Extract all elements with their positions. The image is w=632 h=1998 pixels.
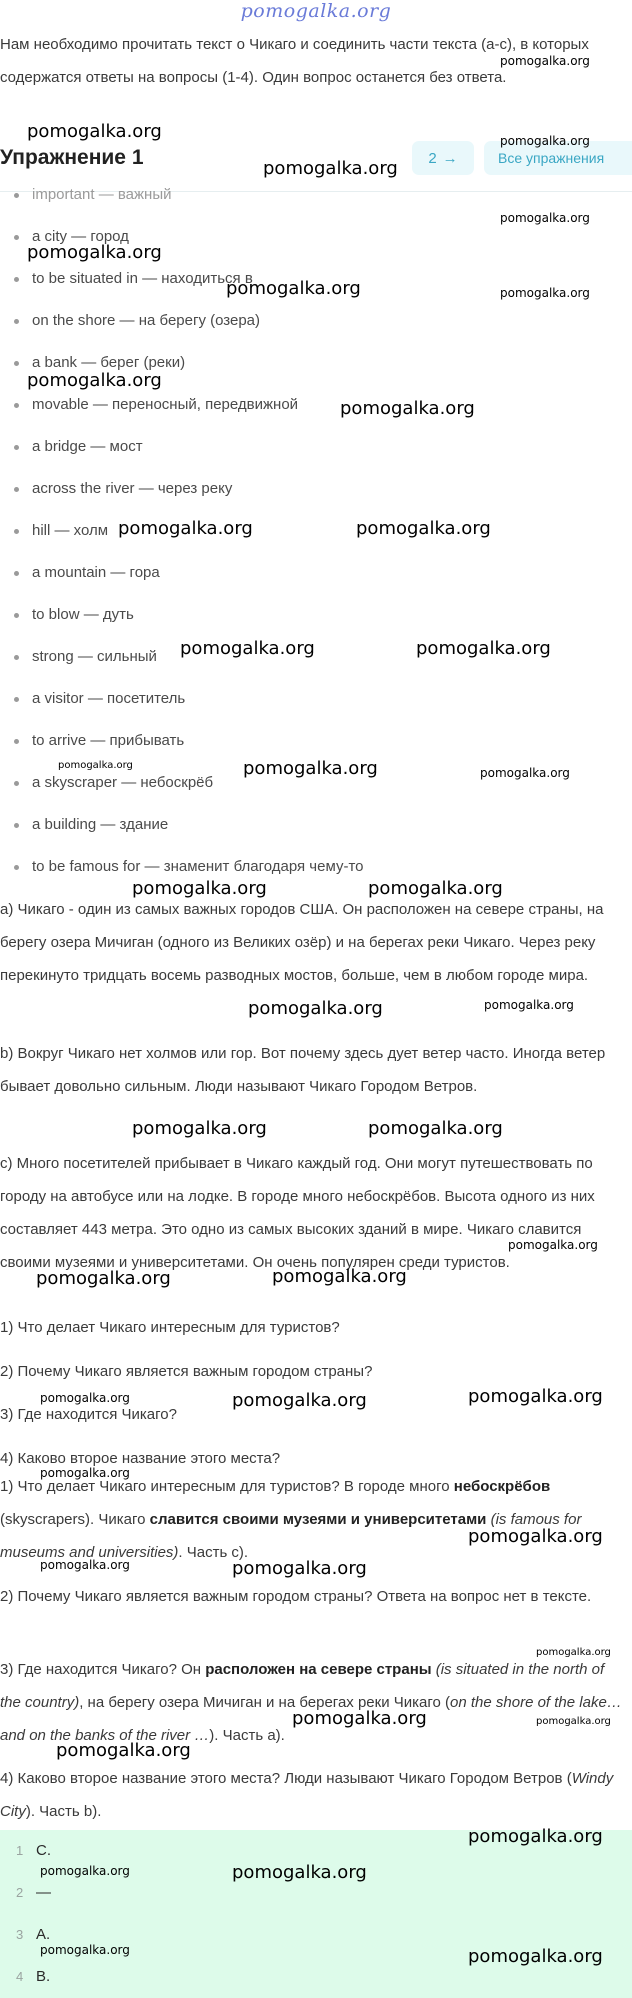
vocab-term: a building — здание <box>32 816 169 833</box>
list-item <box>0 468 632 510</box>
watermark: pomogalka.org <box>118 518 253 539</box>
watermark: pomogalka.org <box>272 1266 407 1287</box>
bullet-icon <box>14 319 19 324</box>
bullet-icon <box>14 235 19 240</box>
watermark: pomogalka.org <box>232 1390 367 1411</box>
bullet-icon <box>14 781 19 786</box>
list-item <box>0 510 632 552</box>
watermark: pomogalka.org <box>368 1118 503 1139</box>
list-item <box>0 552 632 594</box>
watermark: pomogalka.org <box>536 1647 611 1658</box>
explanation-4: 4) Каково второе название этого места? Люди называют Чикаго Городом Ветров (Windy City). Часть b). <box>0 1770 614 1820</box>
watermark: pomogalka.org <box>468 1386 603 1407</box>
list-item <box>0 300 632 342</box>
watermark: pomogalka.org <box>468 1826 603 1847</box>
row-number: 2 <box>16 1885 24 1900</box>
vocab-term: on the shore — на берегу (озера) <box>32 312 261 329</box>
vocab-term: to be famous for — знаменит благодаря чему-то <box>32 858 364 875</box>
vocab-term: to arrive — прибывать <box>32 732 185 749</box>
vocab-term: a bridge — мост <box>32 438 143 455</box>
answer-value: C. <box>36 1842 51 1859</box>
bullet-icon <box>14 487 19 492</box>
explanation-1: 1) Что делает Чикаго интересным для туристов? В городе много небоскрёбов (skyscrapers). Чикаго славится своими музеями и университетами (is famous for museums and universities). Часть c). <box>0 1478 582 1561</box>
watermark: pomogalka.org <box>536 1716 611 1727</box>
watermark: pomogalka.org <box>500 286 590 300</box>
paragraph-a: a) Чикаго - один из самых важных городов США. Он расположен на севере страны, на берегу озера Мичиган (одного из Великих озёр) и на берегах реки Чикаго. Через реку перекинуто тридцать восемь разводных мостов, больше, чем в любом городе мира. <box>0 901 604 984</box>
bullet-icon <box>14 571 19 576</box>
paragraph-b: b) Вокруг Чикаго нет холмов или гор. Вот почему здесь дует ветер часто. Иногда ветер бывает довольно сильным. Люди называют Чикаго Городом Ветров. <box>0 1045 606 1095</box>
watermark: pomogalka.org <box>232 1862 367 1883</box>
watermark: pomogalka.org <box>508 1238 598 1252</box>
watermark: pomogalka.org <box>263 158 398 179</box>
bullet-icon <box>14 865 19 870</box>
answers-table <box>0 1830 632 1998</box>
watermark: pomogalka.org <box>27 121 162 142</box>
answer-value: B. <box>36 1968 51 1985</box>
vocab-term: movable — переносный, передвижной <box>32 396 299 413</box>
bullet-icon <box>14 529 19 534</box>
vocab-term: a skyscraper — небоскрёб <box>32 774 214 791</box>
watermark: pomogalka.org <box>356 518 491 539</box>
answer-value: — <box>36 1884 51 1901</box>
vocab-term: to be situated in — находиться в <box>32 270 253 287</box>
watermark: pomogalka.org <box>27 242 162 263</box>
watermark: pomogalka.org <box>132 1118 267 1139</box>
watermark: pomogalka.org <box>416 638 551 659</box>
bullet-icon <box>14 445 19 450</box>
answer-value: A. <box>36 1926 51 1943</box>
watermark: pomogalka.org <box>480 766 570 780</box>
watermark: pomogalka.org <box>368 878 503 899</box>
watermark: pomogalka.org <box>132 878 267 899</box>
watermark: pomogalka.org <box>40 1558 130 1572</box>
vocab-term: to blow — дуть <box>32 606 134 623</box>
vocab-term: a mountain — гора <box>32 564 160 581</box>
question-2: 2) Почему Чикаго является важным городом страны? <box>0 1363 373 1380</box>
row-number: 1 <box>16 1843 24 1858</box>
exercise-title: Упражнение 1 <box>0 146 144 169</box>
watermark: pomogalka.org <box>468 1946 603 1967</box>
bullet-icon <box>14 739 19 744</box>
bullet-icon <box>14 193 19 198</box>
vocab-term: important — важный <box>32 186 172 203</box>
watermark: pomogalka.org <box>180 638 315 659</box>
bullet-icon <box>14 277 19 282</box>
watermark: pomogalka.org <box>248 998 383 1019</box>
list-item <box>0 426 632 468</box>
question-4: 4) Каково второе название этого места? <box>0 1450 281 1467</box>
list-item <box>0 594 632 636</box>
watermark: pomogalka.org <box>243 758 378 779</box>
question-1: 1) Что делает Чикаго интересным для туристов? <box>0 1319 340 1336</box>
vocab-term: strong — сильный <box>32 648 157 665</box>
vocab-term: a visitor — посетитель <box>32 690 186 707</box>
watermark: pomogalka.org <box>232 1558 367 1579</box>
site-logo[interactable]: pomogalka.org <box>240 0 392 22</box>
watermark: pomogalka.org <box>40 1864 130 1878</box>
next-exercise-button[interactable] <box>412 141 474 175</box>
bullet-icon <box>14 823 19 828</box>
bullet-icon <box>14 613 19 618</box>
watermark: pomogalka.org <box>40 1943 130 1957</box>
list-item <box>0 846 632 888</box>
list-item <box>0 174 632 216</box>
watermark: pomogalka.org <box>36 1268 171 1289</box>
bullet-icon <box>14 697 19 702</box>
watermark: pomogalka.org <box>40 1466 130 1480</box>
watermark: pomogalka.org <box>484 998 574 1012</box>
bullet-icon <box>14 655 19 660</box>
vocab-term: hill — холм <box>32 522 109 539</box>
explanation-3: 3) Где находится Чикаго? Он расположен на севере страны (is situated in the north of the country), на берегу озера Мичиган и на берегах реки Чикаго (on the shore of the lake… and on the banks of the river …). Часть a). <box>0 1661 622 1744</box>
bullet-icon <box>14 361 19 366</box>
watermark: pomogalka.org <box>500 211 590 225</box>
next-exercise-label: 2 <box>428 149 437 167</box>
watermark: pomogalka.org <box>468 1526 603 1547</box>
list-item <box>0 678 632 720</box>
vocab-term: across the river — через реку <box>32 480 233 497</box>
watermark: pomogalka.org <box>40 1391 130 1405</box>
task-intro: Нам необходимо прочитать текст о Чикаго и соединить части текста (a-c), в которых содержатся ответы на вопросы (1-4). Один вопрос останется без ответа. <box>0 36 589 86</box>
explanation-2: 2) Почему Чикаго является важным городом страны? Ответа на вопрос нет в тексте. <box>0 1588 592 1605</box>
watermark: pomogalka.org <box>56 1740 191 1761</box>
paragraph-c: c) Много посетителей прибывает в Чикаго каждый год. Они могут путешествовать по городу на автобусе или на лодке. В городе много небоскрёбов. Высота одного из них составляет 443 метра. Это одно из самых высоких зданий в мире. Чикаго славится своими музеями и университетами. Он очень популярен среди туристов. <box>0 1155 595 1271</box>
watermark: pomogalka.org <box>27 370 162 391</box>
watermark: pomogalka.org <box>226 278 361 299</box>
question-3: 3) Где находится Чикаго? <box>0 1406 177 1423</box>
row-number: 3 <box>16 1927 24 1942</box>
vocab-term: a city — город <box>32 228 129 245</box>
arrow-right-icon: → <box>442 149 458 167</box>
bullet-icon <box>14 403 19 408</box>
all-exercises-button[interactable]: Все упражнения <box>484 141 632 175</box>
list-item <box>0 804 632 846</box>
watermark: pomogalka.org <box>500 54 590 68</box>
row-number: 4 <box>16 1969 24 1984</box>
watermark: pomogalka.org <box>340 398 475 419</box>
watermark: pomogalka.org <box>292 1708 427 1729</box>
watermark: pomogalka.org <box>500 134 590 148</box>
watermark: pomogalka.org <box>58 760 133 771</box>
vocab-term: a bank — берег (реки) <box>32 354 186 371</box>
list-item <box>0 720 632 762</box>
